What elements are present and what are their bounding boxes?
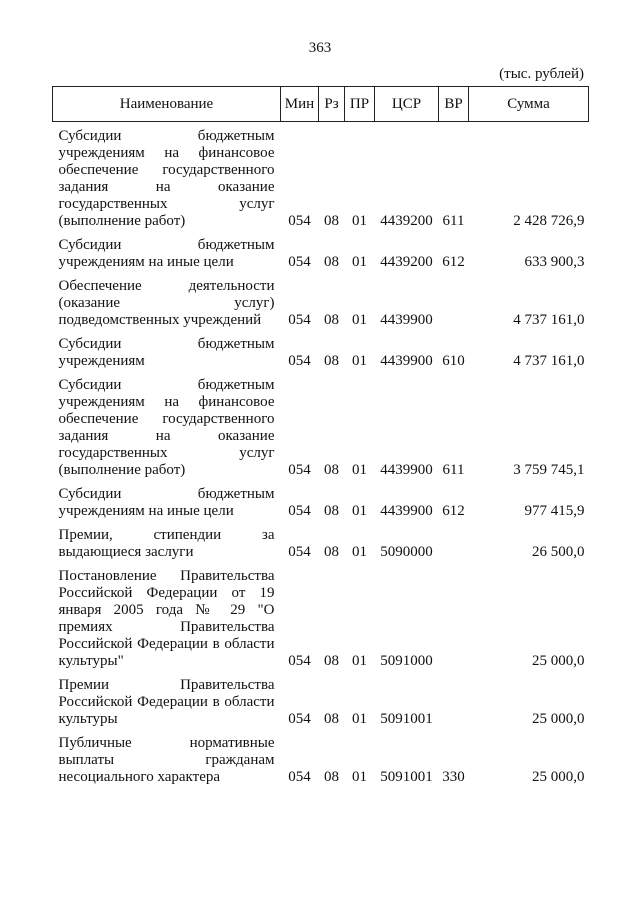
page-number: 363: [308, 40, 332, 56]
row-vr: 330: [442, 769, 465, 785]
row-vr: [439, 271, 469, 329]
row-min: 054: [288, 711, 311, 727]
table-row: [53, 479, 589, 520]
row-name: Субсидии бюджетным учреждениям на иные цели: [58, 486, 275, 519]
table-row: [53, 370, 589, 479]
header-sum: Сумма: [469, 87, 589, 122]
row-pr: 01: [352, 462, 367, 478]
row-vr: [439, 561, 469, 670]
table-row: [53, 230, 589, 271]
row-min: 054: [288, 503, 311, 519]
row-pr: 01: [352, 254, 367, 270]
row-csr: 5091001: [380, 769, 433, 785]
row-csr: 4439900: [380, 462, 433, 478]
row-rz: 08: [324, 254, 339, 270]
row-min: 054: [288, 769, 311, 785]
row-csr: 5090000: [380, 544, 433, 560]
row-vr: [439, 520, 469, 561]
row-rz: 08: [324, 769, 339, 785]
table-row: [53, 122, 589, 231]
row-name: Постановление Правительства Российской Федерации от 19 января 2005 года № 29 "О премиях Правительства Российской Федерации в области культуры": [58, 568, 275, 669]
row-min: 054: [288, 653, 311, 669]
table-row: [53, 670, 589, 728]
table-row: [53, 520, 589, 561]
row-name: Субсидии бюджетным учреждениям на финансовое обеспечение государственного задания на оказание государственных услуг (выполнение работ): [58, 377, 275, 478]
row-name: Субсидии бюджетным учреждениям на финансовое обеспечение государственного задания на оказание государственных услуг (выполнение работ): [58, 128, 275, 229]
row-pr: 01: [352, 769, 367, 785]
row-vr: 610: [442, 353, 465, 369]
row-name: Субсидии бюджетным учреждениям: [58, 336, 275, 369]
row-sum: 977 415,9: [524, 503, 585, 519]
row-sum: 25 000,0: [532, 769, 585, 785]
row-vr: 611: [442, 462, 465, 478]
row-rz: 08: [324, 213, 339, 229]
row-pr: 01: [352, 544, 367, 560]
row-min: 054: [288, 462, 311, 478]
row-sum: 25 000,0: [532, 711, 585, 727]
row-name: Премии Правительства Российской Федерации в области культуры: [58, 677, 275, 727]
row-sum: 26 500,0: [532, 544, 585, 560]
row-name: Премии, стипендии за выдающиеся заслуги: [58, 527, 275, 560]
header-vr: ВР: [439, 87, 469, 122]
row-pr: 01: [352, 503, 367, 519]
row-min: 054: [288, 213, 311, 229]
row-sum: 4 737 161,0: [513, 353, 585, 369]
row-vr: [439, 670, 469, 728]
table-row: [53, 728, 589, 786]
row-csr: 4439900: [380, 312, 433, 328]
row-csr: 5091001: [380, 711, 433, 727]
row-pr: 01: [352, 353, 367, 369]
row-min: 054: [288, 254, 311, 270]
row-rz: 08: [324, 503, 339, 519]
table-row: [53, 329, 589, 370]
header-pr: ПР: [345, 87, 375, 122]
row-csr: 4439200: [380, 254, 433, 270]
units-label: (тыс. рублей): [499, 66, 584, 82]
table-row: [53, 271, 589, 329]
row-name: Обеспечение деятельности (оказание услуг) подведомственных учреждений: [58, 278, 275, 328]
row-min: 054: [288, 353, 311, 369]
row-rz: 08: [324, 312, 339, 328]
row-vr: 612: [442, 254, 465, 270]
row-pr: 01: [352, 312, 367, 328]
budget-table: [52, 86, 589, 786]
row-name: Субсидии бюджетным учреждениям на иные цели: [58, 237, 275, 270]
row-rz: 08: [324, 353, 339, 369]
row-sum: 2 428 726,9: [513, 213, 585, 229]
row-csr: 4439900: [380, 353, 433, 369]
row-pr: 01: [352, 653, 367, 669]
header-csr: ЦСР: [375, 87, 439, 122]
row-rz: 08: [324, 462, 339, 478]
header-min: Мин: [281, 87, 319, 122]
table-header-row: [53, 87, 589, 122]
row-vr: 611: [442, 213, 465, 229]
row-csr: 4439200: [380, 213, 433, 229]
row-sum: 633 900,3: [524, 254, 585, 270]
header-rz: Рз: [319, 87, 345, 122]
row-csr: 5091000: [380, 653, 433, 669]
table-row: [53, 561, 589, 670]
row-sum: 3 759 745,1: [513, 462, 585, 478]
row-pr: 01: [352, 711, 367, 727]
row-rz: 08: [324, 544, 339, 560]
row-vr: 612: [442, 503, 465, 519]
row-csr: 4439900: [380, 503, 433, 519]
row-min: 054: [288, 312, 311, 328]
row-rz: 08: [324, 653, 339, 669]
row-min: 054: [288, 544, 311, 560]
header-name: Наименование: [53, 87, 281, 122]
row-sum: 4 737 161,0: [513, 312, 585, 328]
row-rz: 08: [324, 711, 339, 727]
row-name: Публичные нормативные выплаты гражданам несоциального характера: [58, 735, 275, 785]
row-pr: 01: [352, 213, 367, 229]
row-sum: 25 000,0: [532, 653, 585, 669]
